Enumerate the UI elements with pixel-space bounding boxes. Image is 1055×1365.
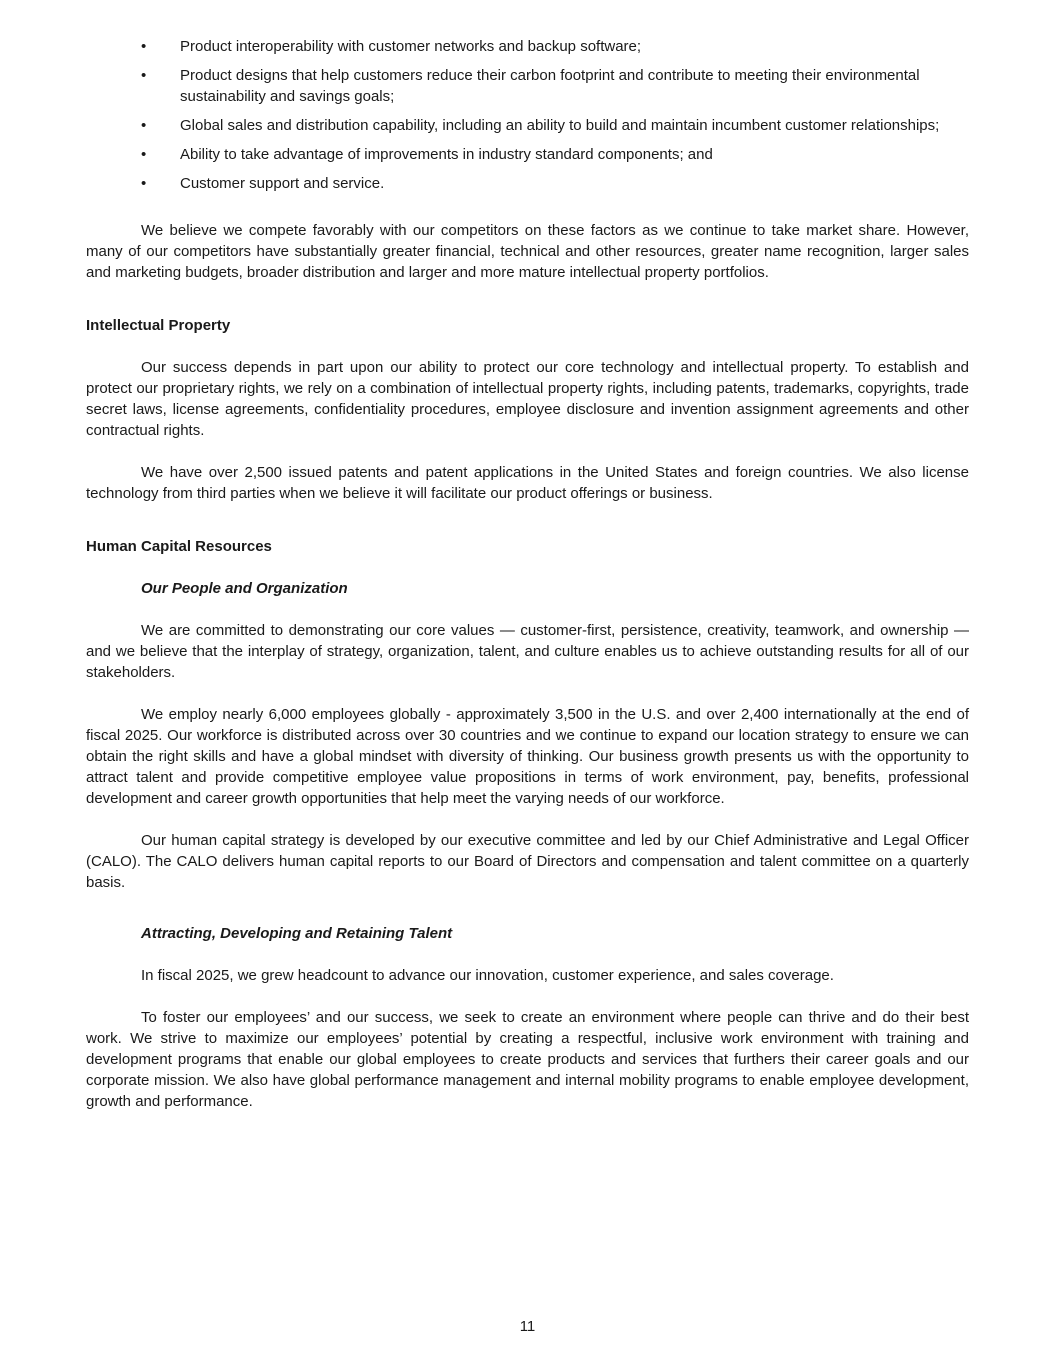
subheading-people-org: Our People and Organization: [141, 580, 348, 597]
bullet-item: [86, 173, 969, 194]
bullet-text: Product designs that help customers reduce their carbon footprint and contribute to meeting their environmental sustainability and savings goals;: [180, 67, 920, 105]
bullet-marker: •: [141, 146, 147, 163]
bullet-marker: •: [141, 67, 147, 84]
page-number: 11: [519, 1318, 536, 1335]
bullet-marker: •: [141, 38, 147, 55]
bullet-item: [86, 115, 969, 136]
document-content: [86, 36, 969, 1276]
paragraph-people-strategy: Our human capital strategy is developed by our executive committee and led by our Chief Administrative and Legal Officer (CALO). The CALO delivers human capital reports to our Board of Directors and compensation and talent committee on a quarterly basis.: [86, 832, 969, 891]
subheading-attracting-talent: Attracting, Developing and Retaining Talent: [141, 925, 453, 942]
page-footer: [86, 1276, 969, 1347]
bullet-item: [86, 36, 969, 57]
bullet-text: Product interoperability with customer networks and backup software;: [180, 38, 642, 55]
paragraph-talent-headcount: In fiscal 2025, we grew headcount to advance our innovation, customer experience, and sales coverage.: [141, 967, 834, 984]
bullet-list: [86, 36, 969, 194]
heading-intellectual-property: Intellectual Property: [86, 317, 231, 334]
paragraph-people-values: We are committed to demonstrating our core values — customer-first, persistence, creativity, teamwork, and ownership — and we believe that the interplay of strategy, organization, talent, and culture enables us to achieve outstanding results for all of our stakeholders.: [86, 622, 969, 681]
bullet-text: Customer support and service.: [180, 175, 385, 192]
bullet-text: Ability to take advantage of improvements in industry standard components; and: [180, 146, 713, 163]
bullet-text: Global sales and distribution capability, including an ability to build and maintain incumbent customer relationships;: [180, 117, 940, 134]
paragraph-ip-success: Our success depends in part upon our ability to protect our core technology and intellectual property. To establish and protect our proprietary rights, we rely on a combination of intellectual property rights, including patents, trademarks, copyrights, trade secret laws, license agreements, confidentiality procedures, employee disclosure and invention assignment agreements and other contractual rights.: [86, 359, 969, 439]
bullet-item: [86, 144, 969, 165]
heading-human-capital: Human Capital Resources: [86, 538, 272, 555]
paragraph-compete: We believe we compete favorably with our competitors on these factors as we continue to take market share. However, many of our competitors have substantially greater financial, technical and other resources, greater name recognition, larger sales and marketing budgets, broader distribution and larger and more mature intellectual property portfolios.: [86, 222, 969, 281]
bullet-marker: •: [141, 117, 147, 134]
paragraph-people-employ: We employ nearly 6,000 employees globally - approximately 3,500 in the U.S. and over 2,400 internationally at the end of fiscal 2025. Our workforce is distributed across over 30 countries and we continue to expand our location strategy to ensure we can obtain the right skills and have a global mindset with diversity of thinking. Our business growth presents us with the opportunity to attract talent and provide competitive employee value propositions in terms of work environment, pay, benefits, professional development and career growth opportunities that help meet the varying needs of our workforce.: [86, 706, 969, 807]
bullet-item: [86, 65, 969, 107]
paragraph-talent-foster: To foster our employees’ and our success, we seek to create an environment where people can thrive and do their best work. We strive to maximize our employees’ potential by creating a respectful, inclusive work environment with training and development programs that enable our global employees to create products and services that furthers their career goals and our corporate mission. We also have global performance management and internal mobility programs to enable employee development, growth and performance.: [86, 1009, 969, 1110]
bullet-marker: •: [141, 175, 147, 192]
paragraph-ip-patents: We have over 2,500 issued patents and patent applications in the United States and foreign countries. We also license technology from third parties when we believe it will facilitate our product offerings or business.: [86, 464, 969, 502]
